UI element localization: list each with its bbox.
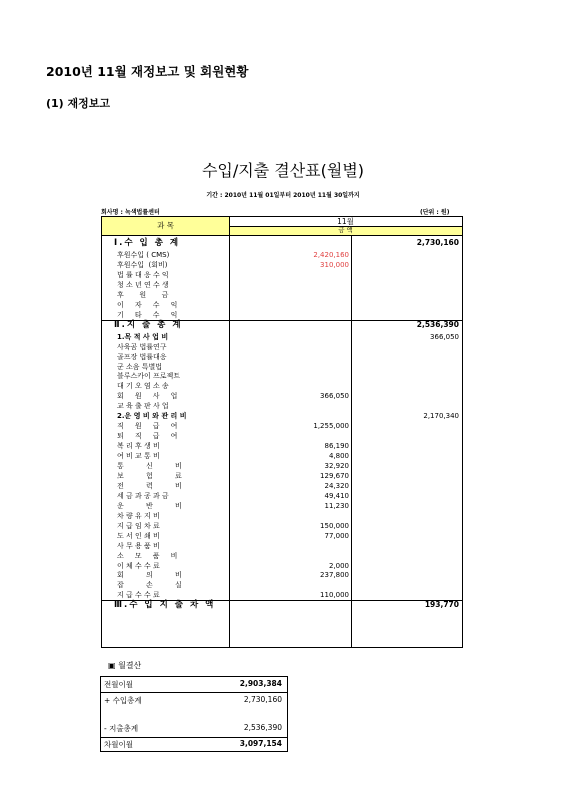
row-divider — [101, 737, 287, 738]
table-row — [102, 581, 462, 590]
table-row — [102, 492, 462, 501]
table-row — [102, 502, 462, 511]
row-label: 퇴 직 급 여 — [117, 432, 178, 441]
table-row — [102, 442, 462, 451]
statement-period: 기간 : 2010년 11월 01일부터 2010년 11월 30일까지 — [206, 192, 360, 199]
amount-header-label: 금 액 — [338, 226, 353, 234]
table-row — [102, 542, 462, 551]
row-label: 회 의 비 — [117, 571, 182, 580]
row-label: 후원수입 (회비) — [117, 260, 168, 269]
row-amount: 4,800 — [328, 452, 349, 461]
row-label: 사육곰 법률연구 — [117, 342, 167, 351]
row-label: 회 원 사 업 — [117, 392, 178, 401]
month-header-label: 11월 — [337, 217, 354, 226]
row-label: 골프장 법률대응 — [117, 352, 167, 361]
row-amount: 2,000 — [328, 561, 349, 570]
table-row — [102, 301, 462, 310]
organization-name: 회사명 : 녹색법률센터 — [101, 209, 160, 216]
table-row — [102, 591, 462, 600]
table-row — [102, 281, 462, 290]
row-total: 2,170,340 — [423, 412, 459, 421]
summary-label: - 지출총계 — [104, 724, 139, 733]
row-label: 도 서 인 쇄 비 — [117, 531, 160, 540]
currency-unit: (단위 : 원) — [420, 209, 450, 216]
row-amount: 32,920 — [324, 462, 349, 470]
summary-value: 2,730,160 — [243, 695, 282, 704]
table-row — [102, 422, 462, 431]
row-total: 2,730,160 — [416, 238, 459, 247]
row-label: 지 급 임 차 료 — [117, 521, 160, 530]
row-label: 2.운 영 비 와 관 리 비 — [117, 412, 187, 421]
row-label: 대 기 오 염 소 송 — [117, 382, 169, 391]
row-label: Ⅱ.지 출 총 계 — [114, 319, 183, 330]
table-row — [102, 512, 462, 521]
table-row — [102, 363, 462, 372]
row-amount: 49,410 — [324, 491, 349, 500]
table-row — [102, 412, 462, 421]
subject-header-label: 과 목 — [157, 221, 174, 230]
row-amount: 237,800 — [320, 571, 349, 580]
table-row — [102, 372, 462, 381]
summary-label: 차월이월 — [104, 740, 133, 749]
row-label: 소 모 품 비 — [117, 551, 178, 560]
row-amount: 310,000 — [320, 260, 349, 269]
row-amount: 24,320 — [324, 481, 349, 490]
table-row — [102, 291, 462, 300]
row-label: 청 소 년 연 수 생 — [117, 280, 169, 289]
row-label: Ⅲ.수 입 지 출 차 액 — [114, 600, 216, 611]
row-label: Ⅰ.수 입 총 계 — [114, 238, 181, 248]
table-row — [102, 562, 462, 571]
table-row — [102, 321, 462, 330]
table-row — [102, 343, 462, 352]
table-row — [102, 382, 462, 391]
row-amount: 86,190 — [324, 442, 349, 451]
row-amount: 129,670 — [320, 471, 349, 480]
row-total: 366,050 — [430, 332, 459, 341]
table-row — [102, 601, 462, 610]
table-row — [102, 472, 462, 481]
statement-table — [101, 216, 463, 648]
table-row — [102, 482, 462, 491]
row-total: 2,536,390 — [416, 319, 459, 329]
row-divider — [229, 226, 462, 227]
summary-value: 3,097,154 — [239, 739, 282, 748]
table-row — [102, 522, 462, 531]
row-label: 통 신 비 — [117, 462, 182, 470]
row-label: 세 금 과 공 과 금 — [117, 491, 169, 500]
table-row — [102, 571, 462, 580]
row-label: 차 량 유 지 비 — [117, 511, 160, 520]
table-row — [102, 271, 462, 280]
table-row — [102, 552, 462, 561]
monthly-summary-table — [100, 676, 288, 752]
row-label: 기 타 수 익 — [117, 310, 178, 319]
section-heading: (1) 재정보고 — [46, 97, 111, 110]
row-label: 이 자 수 익 — [117, 300, 178, 309]
table-row — [102, 452, 462, 461]
row-amount: 1,255,000 — [313, 422, 349, 431]
row-label: 보 험 료 — [117, 471, 182, 480]
row-label: 군 소음 특별법 — [117, 362, 163, 371]
subject-header-cell — [102, 217, 229, 235]
row-amount: 110,000 — [320, 591, 349, 600]
statement-title: 수입/지출 결산표(월별) — [201, 161, 365, 180]
summary-value: 2,536,390 — [243, 723, 282, 732]
table-row — [102, 261, 462, 270]
row-label: 잡 손 실 — [117, 581, 182, 590]
row-label: 후원수입 ( CMS) — [117, 251, 170, 259]
table-row — [102, 532, 462, 541]
table-row — [102, 311, 462, 320]
monthly-summary-label: ▣ 월결산 — [108, 661, 142, 670]
row-label: 블루스카이 프로젝트 — [117, 372, 181, 381]
row-label: 직 원 급 여 — [117, 422, 178, 431]
table-row — [102, 432, 462, 441]
row-amount: 366,050 — [320, 392, 349, 401]
row-label: 교 육 출 판 사 업 — [117, 402, 169, 411]
row-label: 이 체 수 수 료 — [117, 561, 160, 570]
row-label: 법 률 대 응 수 익 — [117, 270, 169, 279]
table-row — [102, 402, 462, 411]
table-row — [102, 239, 462, 248]
row-amount: 150,000 — [320, 521, 349, 530]
amount-header-cell — [229, 226, 462, 235]
row-label: 후 원 금 — [117, 290, 169, 299]
row-total: 193,770 — [424, 600, 459, 610]
page-title: 2010년 11월 재정보고 및 회원현황 — [46, 64, 249, 79]
table-row — [102, 462, 462, 471]
summary-value: 2,903,384 — [239, 679, 282, 688]
row-amount: 11,230 — [324, 501, 349, 510]
row-label: 1.목 적 사 업 비 — [117, 332, 169, 341]
row-amount: 77,000 — [324, 531, 349, 540]
table-row — [102, 333, 462, 342]
table-row — [102, 353, 462, 362]
summary-label: + 수입총계 — [104, 696, 142, 705]
table-row — [102, 392, 462, 401]
summary-label: 전월이월 — [104, 680, 133, 689]
row-label: 사 무 용 품 비 — [117, 541, 160, 550]
row-divider — [101, 692, 287, 693]
table-row — [102, 251, 462, 260]
row-label: 지 급 수 수 료 — [117, 591, 160, 600]
row-amount: 2,420,160 — [313, 251, 349, 259]
row-label: 전 력 비 — [117, 481, 182, 490]
row-label: 여 비 교 통 비 — [117, 452, 160, 461]
row-divider — [102, 235, 462, 236]
row-label: 복 리 후 생 비 — [117, 442, 160, 451]
row-label: 운 반 비 — [117, 501, 182, 510]
